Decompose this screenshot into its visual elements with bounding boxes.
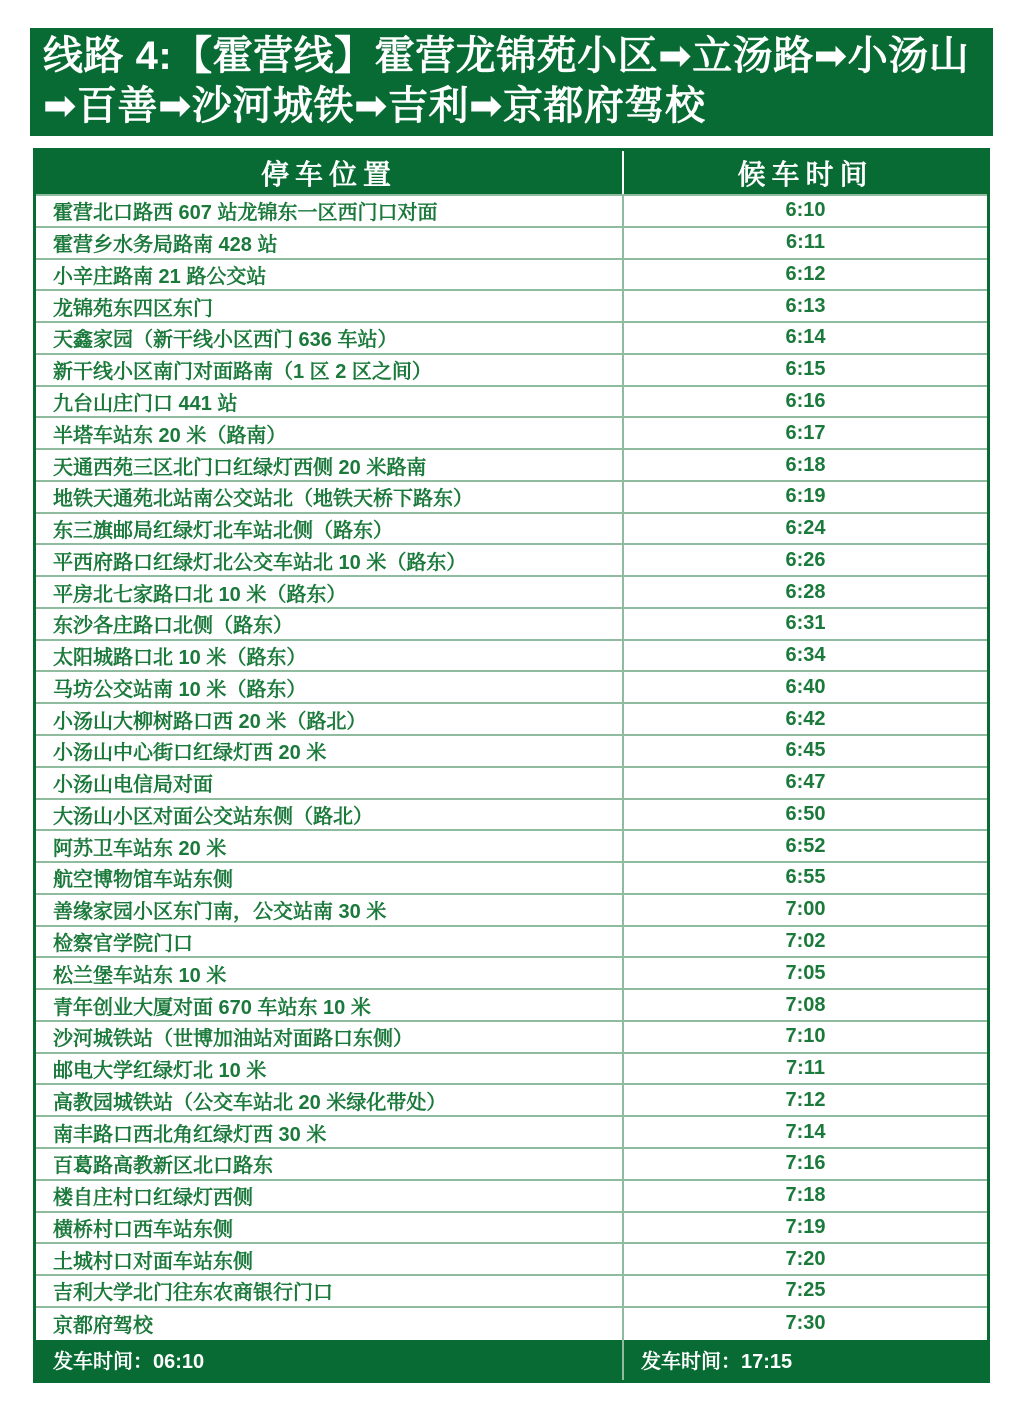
stop-cell: 小辛庄路南 21 路公交站	[53, 265, 267, 288]
time-cell: 6:16	[622, 387, 987, 417]
table-row	[36, 768, 987, 800]
stop-cell: 京都府驾校	[53, 1315, 153, 1338]
stop-cell: 土城村口对面车站东侧	[53, 1250, 253, 1273]
first-departure-time: 发车时间：06:10	[53, 1351, 205, 1374]
table-row	[36, 1213, 987, 1245]
table-row	[36, 1149, 987, 1181]
stop-cell: 马坊公交站南 10 米（路东）	[53, 678, 307, 701]
stop-cell: 九台山庄门口 441 站	[53, 392, 238, 415]
table-row	[36, 355, 987, 387]
stop-cell: 沙河城铁站（世博加油站对面路口东侧）	[53, 1028, 413, 1051]
table-row	[36, 228, 987, 260]
time-cell: 7:02	[622, 927, 987, 957]
time-cell: 7:25	[622, 1276, 987, 1306]
column-header-time: 候车时间	[622, 151, 987, 194]
stop-cell: 太阳城路口北 10 米（路东）	[53, 647, 307, 670]
table-row	[36, 958, 987, 990]
time-cell: 6:13	[622, 291, 987, 321]
time-cell: 6:47	[622, 768, 987, 798]
stop-cell: 平西府路口红绿灯北公交车站北 10 米（路东）	[53, 551, 467, 574]
stop-cell: 霍营乡水务局路南 428 站	[53, 234, 278, 257]
table-row	[36, 927, 987, 959]
time-cell: 6:26	[622, 545, 987, 575]
table-row	[36, 387, 987, 419]
time-cell: 7:14	[622, 1117, 987, 1147]
table-row	[36, 1117, 987, 1149]
time-cell: 6:45	[622, 736, 987, 766]
stop-cell: 百葛路高教新区北口路东	[53, 1155, 273, 1178]
time-cell: 6:19	[622, 482, 987, 512]
stop-cell: 善缘家园小区东门南，公交站南 30 米	[53, 901, 387, 924]
table-row	[36, 831, 987, 863]
time-cell: 7:00	[622, 895, 987, 925]
time-cell: 6:28	[622, 577, 987, 607]
stop-cell: 小汤山大柳树路口西 20 米（路北）	[53, 710, 367, 733]
table-row	[36, 545, 987, 577]
time-cell: 6:17	[622, 418, 987, 448]
table-header-row	[36, 151, 987, 196]
column-header-stop: 停车位置	[260, 158, 397, 190]
table-row	[36, 609, 987, 641]
time-cell: 6:31	[622, 609, 987, 639]
table-row	[36, 482, 987, 514]
table-row	[36, 514, 987, 546]
stop-cell: 天通西苑三区北门口红绿灯西侧 20 米路南	[53, 456, 427, 479]
time-cell: 7:11	[622, 1054, 987, 1084]
table-row	[36, 863, 987, 895]
stop-cell: 邮电大学红绿灯北 10 米	[53, 1060, 267, 1083]
stop-cell: 阿苏卫车站东 20 米	[53, 837, 227, 860]
stop-cell: 霍营北口路西 607 站龙锦东一区西门口对面	[53, 202, 438, 225]
time-cell: 6:52	[622, 831, 987, 861]
table-row	[36, 736, 987, 768]
table-row	[36, 1308, 987, 1340]
time-cell: 7:18	[622, 1181, 987, 1211]
table-row	[36, 704, 987, 736]
table-row	[36, 641, 987, 673]
time-cell: 7:16	[622, 1149, 987, 1179]
stop-cell: 天鑫家园（新干线小区西门 636 车站）	[53, 329, 398, 352]
time-cell: 6:11	[622, 228, 987, 258]
table-row	[36, 196, 987, 228]
table-row	[36, 323, 987, 355]
time-cell: 6:34	[622, 641, 987, 671]
table-row	[36, 1276, 987, 1308]
table-row	[36, 1054, 987, 1086]
table-row	[36, 1085, 987, 1117]
stop-cell: 吉利大学北门往东农商银行门口	[53, 1282, 333, 1305]
stop-cell: 南丰路口西北角红绿灯西 30 米	[53, 1123, 327, 1146]
time-cell: 7:12	[622, 1085, 987, 1115]
stop-cell: 横桥村口西车站东侧	[53, 1218, 233, 1241]
stop-cell: 龙锦苑东四区东门	[53, 297, 213, 320]
stop-cell: 新干线小区南门对面路南（1 区 2 区之间）	[53, 361, 432, 384]
table-footer-row	[36, 1340, 987, 1380]
time-cell: 7:08	[622, 990, 987, 1020]
table-row	[36, 1181, 987, 1213]
stop-cell: 小汤山中心街口红绿灯西 20 米	[53, 742, 327, 765]
last-departure-time: 发车时间：17:15	[622, 1340, 987, 1380]
stop-cell: 地铁天通苑北站南公交站北（地铁天桥下路东）	[53, 488, 473, 511]
time-cell: 6:18	[622, 450, 987, 480]
time-cell: 6:55	[622, 863, 987, 893]
table-row	[36, 260, 987, 292]
stop-cell: 松兰堡车站东 10 米	[53, 964, 227, 987]
stop-cell: 大汤山小区对面公交站东侧（路北）	[53, 805, 373, 828]
table-row	[36, 672, 987, 704]
time-cell: 7:10	[622, 1022, 987, 1052]
schedule-table	[33, 148, 990, 1383]
table-row	[36, 418, 987, 450]
time-cell: 6:24	[622, 514, 987, 544]
table-row	[36, 800, 987, 832]
time-cell: 6:50	[622, 800, 987, 830]
time-cell: 6:15	[622, 355, 987, 385]
stop-cell: 半塔车站东 20 米（路南）	[53, 424, 287, 447]
time-cell: 6:42	[622, 704, 987, 734]
time-cell: 7:19	[622, 1213, 987, 1243]
table-body	[36, 196, 987, 1340]
time-cell: 7:30	[622, 1308, 987, 1340]
table-row	[36, 577, 987, 609]
time-cell: 6:10	[622, 196, 987, 226]
stop-cell: 东沙各庄路口北侧（路东）	[53, 615, 293, 638]
table-row	[36, 895, 987, 927]
time-cell: 6:40	[622, 672, 987, 702]
stop-cell: 高教园城铁站（公交车站北 20 米绿化带处）	[53, 1091, 447, 1114]
time-cell: 7:20	[622, 1244, 987, 1274]
stop-cell: 青年创业大厦对面 670 车站东 10 米	[53, 996, 371, 1019]
stop-cell: 航空博物馆车站东侧	[53, 869, 233, 892]
table-row	[36, 291, 987, 323]
time-cell: 7:05	[622, 958, 987, 988]
time-cell: 6:14	[622, 323, 987, 353]
table-row	[36, 990, 987, 1022]
time-cell: 6:12	[622, 260, 987, 290]
stop-cell: 小汤山电信局对面	[53, 774, 213, 797]
table-row	[36, 1022, 987, 1054]
stop-cell: 东三旗邮局红绿灯北车站北侧（路东）	[53, 520, 393, 543]
stop-cell: 楼自庄村口红绿灯西侧	[53, 1187, 253, 1210]
table-row	[36, 450, 987, 482]
table-row	[36, 1244, 987, 1276]
stop-cell: 检察官学院门口	[53, 932, 193, 955]
stop-cell: 平房北七家路口北 10 米（路东）	[53, 583, 347, 606]
route-title: 线路 4:【霍营线】霍营龙锦苑小区➡立汤路➡小汤山➡百善➡沙河城铁➡吉利➡京都府驾校	[30, 28, 993, 136]
